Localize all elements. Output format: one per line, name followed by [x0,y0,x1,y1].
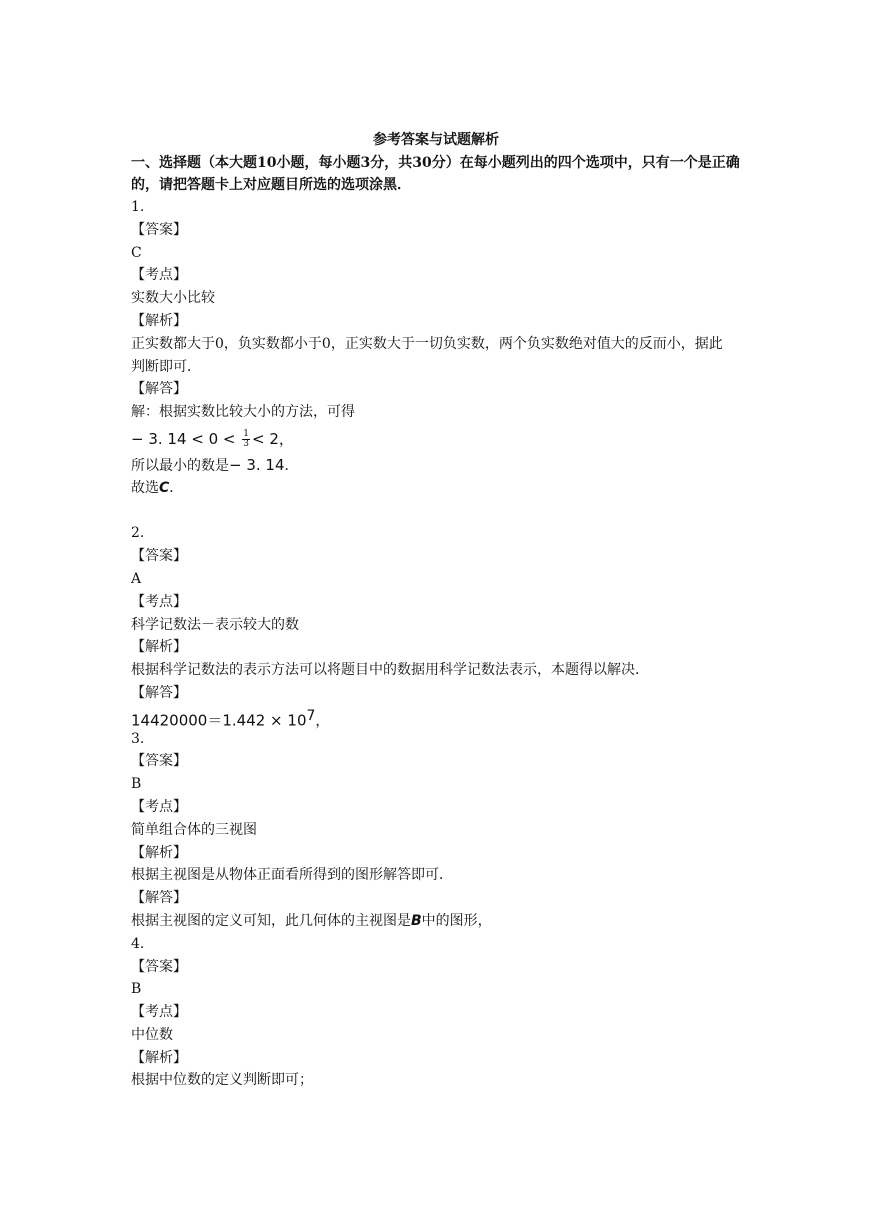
q1-min-end: ． [284,457,299,474]
q4-point: 中位数 [131,1026,173,1043]
q1-solution-label: 【解答】 [131,381,187,398]
q3-solution-post: 中的图形， [421,912,492,929]
q1-analysis: 正实数都大于0，负实数都小于0，正实数大于一切负实数，两个负实数绝对值大的反而小，据此判断即可． [131,335,723,375]
q3-solution-label: 【解答】 [131,890,187,907]
q2-analysis: 根据科学记数法的表示方法可以将题目中的数据用科学记数法表示，本题得以解决． [131,662,649,679]
q4-analysis: 根据中位数的定义判断即可； [131,1072,313,1089]
q1-choose-value: C [159,479,170,496]
q2-number: 2. [131,525,145,542]
q1-inequality-right: < 2， [252,429,294,448]
q1-fraction-numerator: 1 [243,429,249,440]
q2-solution-exponent: 7 [306,707,316,724]
q1-answer-label: 【答案】 [131,221,187,238]
q2-analysis-label: 【解析】 [131,639,187,656]
q3-point-label: 【考点】 [131,798,187,815]
q1-inequality-left: − 3. 14 < 0 < [131,429,241,448]
q1-min-text: 所以最小的数是 [131,457,229,474]
q3-answer-label: 【答案】 [131,753,187,770]
q2-solution-label: 【解答】 [131,684,187,701]
answer-document [131,128,741,1092]
q4-answer: B [131,981,142,998]
q1-fraction [242,430,250,449]
q3-solution-value: B [411,912,422,929]
q1-point-label: 【考点】 [131,267,187,284]
q3-analysis-label: 【解析】 [131,844,187,861]
q1-inequality [131,424,741,454]
q1-analysis-label: 【解析】 [131,312,187,329]
q1-choose-text: 故选 [131,479,159,496]
q1-number: 1. [131,199,145,215]
q3-analysis: 根据主视图是从物体正面看所得到的图形解答即可． [131,867,453,884]
q2-solution [131,705,741,728]
q1-answer: C [131,244,142,261]
q4-answer-label: 【答案】 [131,958,187,975]
q3-point: 简单组合体的三视图 [131,821,257,838]
q2-point-label: 【考点】 [131,593,187,610]
q3-answer: B [131,776,142,793]
q4-analysis-label: 【解析】 [131,1049,187,1066]
q4-point-label: 【考点】 [131,1004,187,1021]
q1-point: 实数大小比较 [131,290,215,307]
section-heading: 一、选择题（本大题10小题，每小题3分，共30分）在每小题列出的四个选项中，只有一个是正确的，请把答题卡上对应题目所选的选项涂黑． [131,155,740,193]
q2-answer: A [131,570,142,587]
q1-solution-intro: 解：根据实数比较大小的方法，可得 [131,404,355,421]
q2-answer-label: 【答案】 [131,548,187,565]
q3-solution [131,910,741,933]
q3-number: 3. [131,730,145,747]
q1-choose-line [131,477,741,500]
q3-solution-pre: 根据主视图的定义可知，此几何体的主视图是 [131,912,411,929]
page-title: 参考答案与试题解析 [373,132,499,148]
q2-point: 科学记数法－表示较大的数 [131,616,299,633]
q2-solution-end: ， [315,713,330,730]
spacer [131,500,741,523]
q4-number: 4. [131,935,145,952]
q1-choose-end: ． [169,479,184,496]
q1-fraction-denominator: 3 [243,439,249,450]
q1-min-value: − 3. 14 [229,455,285,474]
q1-min-line [131,454,741,477]
q2-solution-expr: 14420000＝1.442 × 10 [131,711,307,730]
